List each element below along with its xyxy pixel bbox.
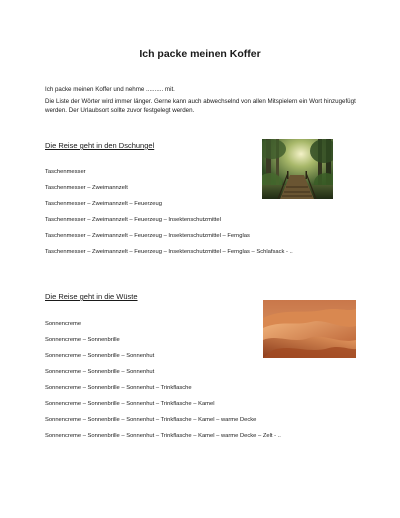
list-item: Taschenmesser bbox=[45, 169, 86, 175]
list-item: Sonnencreme – Sonnenbrille – Sonnenhut bbox=[45, 369, 155, 375]
list-item: Sonnencreme – Sonnenbrille – Sonnenhut – Trinkflasche bbox=[45, 385, 192, 391]
list-item: Sonnencreme – Sonnenbrille – Sonnenhut bbox=[45, 353, 155, 359]
section-heading-desert: Die Reise geht in die Wüste bbox=[45, 292, 138, 301]
intro-description: Die Liste der Wörter wird immer länger. Gerne kann auch abwechselnd von allen Mitspielern ein Wort hinzugefügt werden. Der Urlaubsort sollte zuvor festgelegt werden. bbox=[45, 98, 356, 115]
list-item: Sonnencreme – Sonnenbrille – Sonnenhut – Trinkflasche – Kamel bbox=[45, 401, 215, 407]
jungle-packing-list bbox=[45, 164, 293, 260]
list-item: Taschenmesser – Zweimannzelt – Feuerzeug bbox=[45, 201, 162, 207]
list-item: Sonnencreme – Sonnenbrille bbox=[45, 337, 120, 343]
list-item: Sonnencreme bbox=[45, 321, 82, 327]
intro-sentence: Ich packe meinen Koffer und nehme .......... mit. bbox=[45, 86, 175, 93]
list-item: Taschenmesser – Zweimannzelt – Feuerzeug – Insektenschutzmittel – Fernglas bbox=[45, 233, 250, 239]
desert-packing-list bbox=[45, 316, 281, 444]
section-heading-jungle: Die Reise geht in den Dschungel bbox=[45, 141, 155, 150]
list-item: Taschenmesser – Zweimannzelt bbox=[45, 185, 128, 191]
list-item: Sonnencreme – Sonnenbrille – Sonnenhut – Trinkflasche – Kamel – warme Decke bbox=[45, 417, 257, 423]
list-item: Taschenmesser – Zweimannzelt – Feuerzeug – Insektenschutzmittel – Fernglas – Schlafsack - .. bbox=[45, 249, 293, 255]
page-title: Ich packe meinen Koffer bbox=[139, 48, 261, 60]
list-item: Taschenmesser – Zweimannzelt – Feuerzeug – Insektenschutzmittel bbox=[45, 217, 221, 223]
list-item: Sonnencreme – Sonnenbrille – Sonnenhut – Trinkflasche – Kamel – warme Decke – Zelt - .. bbox=[45, 433, 281, 439]
